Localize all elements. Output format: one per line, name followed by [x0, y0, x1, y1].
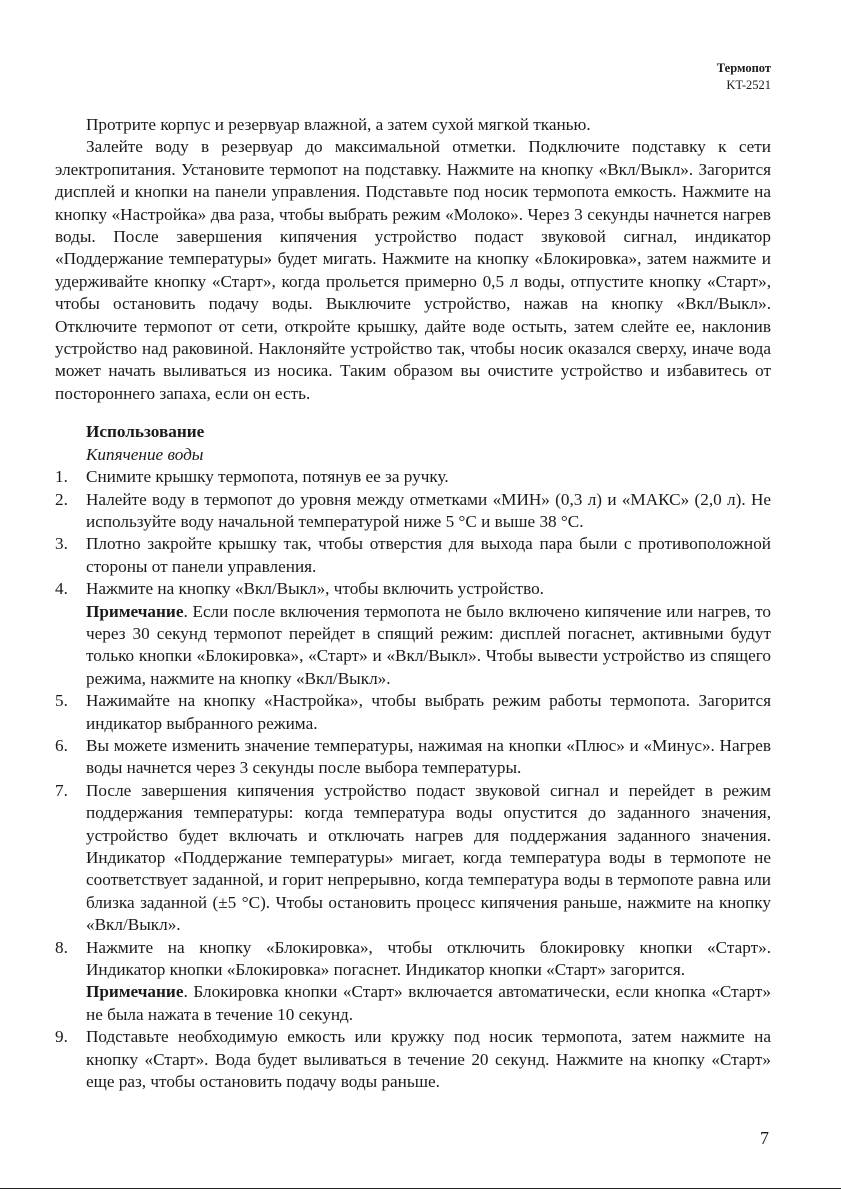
- step-number: 5.: [55, 691, 68, 711]
- product-title: Термопот: [716, 61, 771, 75]
- step-number: 4.: [55, 579, 68, 599]
- step-number: 2.: [55, 489, 68, 509]
- page-number: 7: [760, 1128, 769, 1148]
- list-item: [55, 1026, 771, 1093]
- note-label: Примечание: [86, 601, 184, 621]
- step-text: Нажмите на кнопку «Блокировка», чтобы отключить блокировку кнопки «Старт». Индикатор кнопки «Блокировка» погаснет. Индикатор кнопки «Старт» загорится.: [86, 937, 771, 980]
- list-item: [55, 690, 771, 735]
- step-text: Плотно закройте крышку так, чтобы отверстия для выхода пара были с противоположной стороны от панели управления.: [86, 534, 771, 576]
- list-item: [55, 780, 771, 937]
- step-number: 9.: [55, 1027, 68, 1047]
- manual-body: [55, 114, 771, 1093]
- intro-paragraph: Залейте воду в резервуар до максимальной отметки. Подключите подставку к сети электропитания. Установите термопот на подставку. Нажмите на кнопку «Вкл/Выкл». Загорится дисплей и кнопки на панели управления. Подставьте под носик термопота емкость. Нажмите на кнопку «Настройка» два раза, чтобы выбрать режим «Молоко». Через 3 секунды начнется нагрев воды. После завершения кипячения устройство подаст звуковой сигнал, индикатор «Поддержание температуры» будет мигать. Нажмите на кнопку «Блокировка», затем нажмите и удерживайте кнопку «Старт», когда прольется примерно 0,5 л воды, отпустите кнопку «Старт», чтобы остановить подачу воды. Выключите устройство, нажав на кнопку «Вкл/Выкл». Отключите термопот от сети, откройте крышку, дайте воде остыть, затем слейте ее, наклонив устройство над раковиной. Наклоняйте устройство так, чтобы носик оказался сверху, иначе вода может начать выливаться из носика. Таким образом вы очистите устройство и избавитесь от постороннего запаха, если он есть.: [55, 137, 771, 403]
- step-number: 6.: [55, 735, 68, 755]
- step-text: Нажимайте на кнопку «Настройка», чтобы выбрать режим работы термопота. Загорится индикатор выбранного режима.: [86, 691, 771, 733]
- steps-list: [55, 466, 771, 1093]
- step-number: 7.: [55, 780, 68, 800]
- list-item: [55, 489, 771, 534]
- model-number: KT-2521: [726, 78, 771, 92]
- step-text: Нажмите на кнопку «Вкл/Выкл», чтобы включить устройство.: [86, 579, 544, 599]
- list-item: [55, 466, 771, 488]
- section-heading: Использование: [86, 422, 205, 442]
- note: [86, 601, 771, 691]
- step-text: Вы можете изменить значение температуры, нажимая на кнопки «Плюс» и «Минус». Нагрев воды начнется через 3 секунды после выбора температуры.: [86, 735, 771, 778]
- list-item: [55, 578, 771, 690]
- step-text: После завершения кипячения устройство подаст звуковой сигнал и перейдет в режим поддержания температуры: когда температура воды опустится до заданного значения, устройство будет включать и отключать нагрев для поддержания заданного значения. Индикатор «Поддержание температуры» мигает, когда температура воды в термопоте не соответствует заданной, и горит непрерывно, когда температура воды в термопоте равна или близка заданной (±5 °С). Чтобы остановить процесс кипячения раньше, нажмите на кнопку «Вкл/Выкл».: [86, 780, 771, 935]
- list-item: [55, 937, 771, 1027]
- intro-paragraph: Протрите корпус и резервуар влажной, а затем сухой мягкой тканью.: [86, 115, 591, 134]
- step-text: Подставьте необходимую емкость или кружку под носик термопота, затем нажмите на кнопку «Старт». Вода будет выливаться в течение 20 секунд. Нажмите на кнопку «Старт» еще раз, чтобы остановить подачу воды раньше.: [86, 1027, 771, 1092]
- step-text: Снимите крышку термопота, потянув ее за ручку.: [86, 467, 449, 487]
- page-header: [717, 60, 771, 94]
- note-text: . Если после включения термопота не было включено кипячение или нагрев, то через 30 секунд термопот перейдет в спящий режим: дисплей погаснет, активными будут только кнопки «Блокировка», «Старт» и «Вкл/Выкл». Чтобы вывести устройство из спящего режима, нажмите на кнопку «Вкл/Выкл».: [86, 601, 771, 688]
- note-label: Примечание: [86, 982, 184, 1002]
- subsection-heading: Кипячение воды: [86, 444, 204, 464]
- step-text: Налейте воду в термопот до уровня между отметками «МИН» (0,3 л) и «МАКС» (2,0 л). Не используйте воду начальной температурой ниже 5 °С и выше 38 °С.: [86, 489, 771, 531]
- step-number: 1.: [55, 467, 68, 487]
- step-number: 8.: [55, 937, 68, 957]
- list-item: [55, 533, 771, 578]
- bottom-divider: [0, 1188, 841, 1189]
- list-item: [55, 735, 771, 780]
- note-text: . Блокировка кнопки «Старт» включается автоматически, если кнопка «Старт» не была нажата в течение 10 секунд.: [86, 982, 771, 1024]
- note: [86, 981, 771, 1026]
- step-number: 3.: [55, 534, 68, 554]
